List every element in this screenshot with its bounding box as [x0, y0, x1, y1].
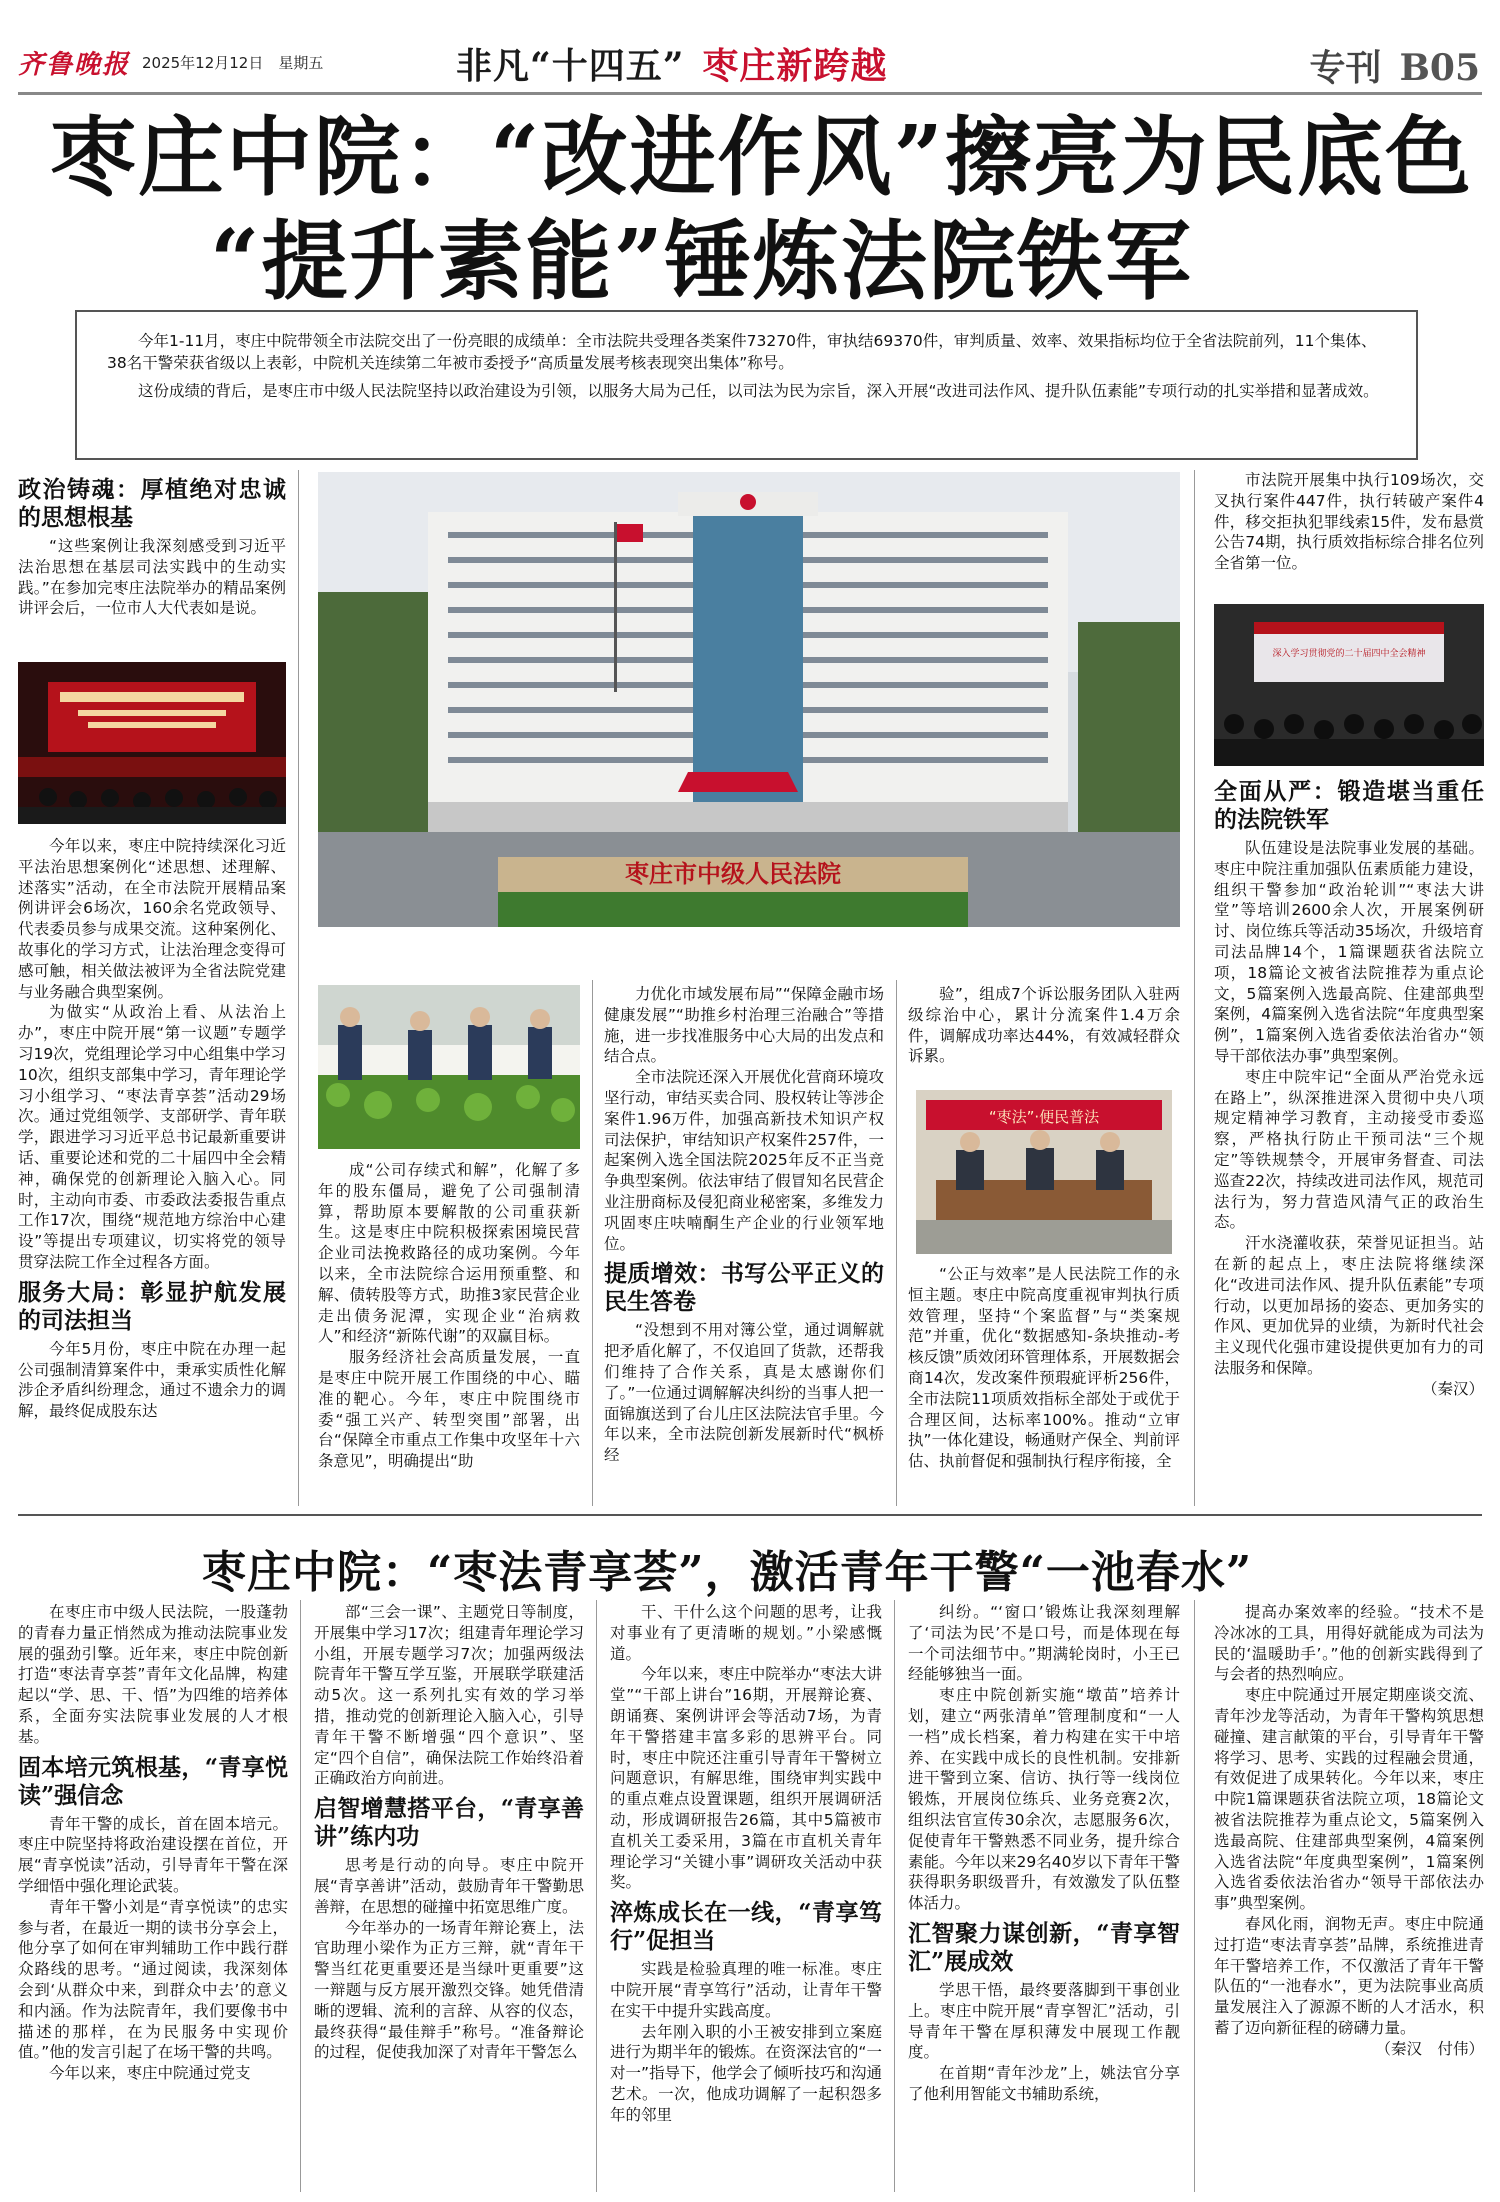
photo-training-session: [1214, 604, 1484, 766]
paragraph: 干、干什么这个问题的思考，让我对事业有了更清晰的规划。”小梁感慨道。: [610, 1603, 882, 1663]
slogan-main: 非凡“十四五”: [456, 45, 685, 87]
page-number: B05: [1399, 47, 1480, 89]
paragraph: 在首期“青年沙龙”上，姚法官分享了他利用智能文书辅助系统，: [908, 2064, 1180, 2103]
lede-paragraph: 这份成绩的背后，是枣庄市中级人民法院坚持以政治建设为引领，以服务大局为己任，以司法为民为宗旨，深入开展“改进司法作风、提升队伍素能”专项行动的扎实举措和显著成效。: [138, 382, 1379, 400]
byline: （秦汉 付伟）: [1375, 2039, 1484, 2058]
paragraph: 队伍建设是法院事业发展的基础。枣庄中院注重加强队伍素质能力建设，组织干警参加“政治轮训”“枣法大讲堂”等培训2600余人次，开展案例研讨、岗位练兵等活动35场次，升级培育司法品牌14个，1篇课题获省法院立项，18篇论文被省法院推荐为重点论文，5篇案例入选最高院、住建部典型案例，4篇案例入选省法院“年度典型案例”，1篇案例入选省委依法治省办“领导干部依法办事”典型案例。: [1214, 839, 1484, 1065]
paragraph: “没想到不用对簿公堂，通过调解就把矛盾化解了，不仅追回了货款，还帮我们维持了合作关系，真是太感谢你们了。”一位通过调解解决纠纷的当事人把一面锦旗送到了台儿庄区法院法官手里。今年以来，全市法院创新发展新时代“枫桥经: [604, 1321, 884, 1465]
paragraph: 思考是行动的向导。枣庄中院开展“青享善讲”活动，鼓励青年干警勤思善辩，在思想的碰撞中拓宽思维广度。: [314, 1856, 584, 1916]
paragraph: 验”，组成7个诉讼服务团队入驻两级综治中心，累计分流案件1.4万余件，调解成功率达44%，有效减轻群众诉累。: [908, 985, 1180, 1066]
paragraph: 部“三会一课”、主题党日等制度，开展集中学习17次；组建青年理论学习小组，开展专题学习7次；加强两级法院青年干警互学互鉴，开展联学联建活动5次。这一系列扎实有效的学习举措，推动党的创新理论入脑入心，引导青年干警不断增强“四个意识”、坚定“四个自信”，确保法院工作始终沿着正确政治方向前进。: [314, 1603, 584, 1788]
article2-col3: [610, 1602, 882, 2192]
gate-sign-text: 枣庄市中级人民法院: [625, 859, 841, 888]
subheading: 启智增慧搭平台，“青享善讲”练内功: [314, 1795, 584, 1851]
date-text: 2025年12月12日: [142, 54, 264, 72]
paragraph: 汗水浇灌收获，荣誉见证担当。站在新的起点上，枣庄法院将继续深化“改进司法作风、提升队伍素能”专项行动，以更加昂扬的姿态、更加务实的作风、更加优异的业绩，为新时代社会主义现代化强市建设提供更加有力的司法服务和保障。: [1214, 1234, 1484, 1377]
subheading: 汇智聚力谋创新，“青享智汇”展成效: [908, 1919, 1180, 1975]
paragraph: “这些案例让我深刻感受到习近平法治思想在基层司法实践中的生动实践。”在参加完枣庄法院举办的精品案例讲评会后，一位市人大代表如是说。: [18, 537, 286, 618]
subheading: 固本培元筑根基，“青享悦读”强信念: [18, 1753, 288, 1809]
article2-col4: [908, 1602, 1180, 2192]
article1-col3-body: [604, 984, 884, 1506]
banner-text: “枣法”·便民普法: [988, 1108, 1100, 1126]
column-separator: [298, 470, 299, 1506]
article2-col1: [18, 1602, 288, 2192]
paragraph: 枣庄中院创新实施“墩苗”培养计划，建立“两张清单”管理制度和“一人一档”成长档案，着力构建在实干中培养、在实践中成长的良性机制。安排新进干警到立案、信访、执行等一线岗位锻炼，开展岗位练兵、业务竞赛2次，组织法官宣传30余次，志愿服务6次，促使青年干警熟悉不同业务，提升综合素能。今年以来29名40岁以下青年干警获得职务职级晋升，有效激发了队伍整体活力。: [908, 1686, 1180, 1913]
weekday-text: 星期五: [278, 54, 324, 72]
paragraph: 春风化雨，润物无声。枣庄中院通过打造“枣法青享荟”品牌，系统推进青年干警培养工作，不仅激活了青年干警队伍的“一池春水”，更为法院事业高质量发展注入了源源不断的人才活水，积蓄了迈向新征程的磅礴力量。: [1214, 1914, 1484, 2037]
paragraph: 青年干警的成长，首在固本培元。枣庄中院坚持将政治建设摆在首位，开展“青享悦读”活动，引导青年干警在深学细悟中强化理论武装。: [18, 1814, 288, 1895]
subheading: 提质增效：书写公平正义的民生答卷: [604, 1260, 884, 1316]
paragraph: 去年刚入职的小王被安排到立案庭进行为期半年的锻炼。在资深法官的“一对一”指导下，他学会了倾听技巧和沟通艺术。一次，他成功调解了一起积怨多年的邻里: [610, 2022, 882, 2124]
column-separator: [1194, 1600, 1195, 2192]
paragraph: 服务经济社会高质量发展，一直是枣庄中院开展工作围绕的中心、瞄准的靶心。今年，枣庄中院围绕市委“强工兴产、转型突围”部署，出台“保障全市重点工作集中攻坚年十六条意见”，明确提出“助: [318, 1348, 580, 1471]
header-rule: [18, 92, 1482, 95]
paragraph: 今年以来，枣庄中院持续深化习近平法治思想案例化“述思想、述理解、述落实”活动，在全市法院开展精品案例讲评会6场次，160余名党政领导、代表委员参与成果交流。这种案例化、故事化的学习方式，让法治理念变得可感可触，相关做法被评为全省法院党建与业务融合典型案例。: [18, 837, 286, 1001]
slogan-red: 枣庄新跨越: [702, 45, 888, 87]
column-separator: [896, 980, 897, 1506]
paragraph: 青年干警小刘是“青享悦读”的忠实参与者，在最近一期的读书分享会上，他分享了如何在审判辅助工作中践行群众路线的思考。“通过阅读，我深刻体会到‘从群众中来，到群众中去’的意义和内涵。作为法院青年，我们要像书中描述的那样，在为民服务中实现价值。”他的发言引起了在场干警的共鸣。: [18, 1897, 288, 2062]
paragraph: “公正与效率”是人民法院工作的永恒主题。枣庄中院高度重视审判执行质效管理，坚持“个案监督”与“类案规范”并重，优化“数据感知-条块推动-考核反馈”质效闭环管理体系，开展数据会商14次，发改案件预瑕疵评析256件，全市法院11项质效指标全部处于或优于合理区间，达标率100%。推动“立审执”一体化建设，畅通财产保全、判前评估、执前督促和强制执行程序衔接，全: [908, 1265, 1180, 1471]
subheading: 政治铸魂：厚植绝对忠诚的思想根基: [18, 476, 286, 531]
screen-text: 深入学习贯彻党的二十届四中全会精神: [1272, 649, 1426, 659]
section-name: 专刊: [1309, 47, 1382, 89]
column-separator: [1194, 470, 1195, 1506]
issue-date: [142, 52, 323, 73]
photo-agriculture-visit: [318, 985, 580, 1149]
article1-col2-body: [318, 1160, 580, 1506]
paragraph: 今年以来，枣庄中院通过党支: [49, 2064, 251, 2083]
column-separator: [300, 1600, 301, 2192]
column-separator: [596, 1600, 597, 2192]
photo-court-building: [318, 472, 1180, 927]
photo-case-review-meeting: [18, 662, 286, 824]
article1-headline-line1: 枣庄中院：“改进作风”擦亮为民底色: [50, 107, 1473, 208]
paragraph: 枣庄中院牢记“全面从严治党永远在路上”，纵深推进深入贯彻中央八项规定精神学习教育，主动接受市委巡察，严格执行防止干预司法“三个规定”等铁规禁令，开展审务督查、司法巡查22次，持续改进司法作风，规范司法行为，努力营造风清气正的政治生态。: [1214, 1067, 1484, 1232]
paragraph: 今年5月份，枣庄中院在办理一起公司强制清算案件中，秉承实质性化解涉企矛盾纠纷理念，通过不遗余力的调解，最终促成股东达: [18, 1339, 286, 1421]
paragraph: 提高办案效率的经验。“技术不是冷冰冰的工具，用得好就能成为司法为民的‘温暖助手’。”他的创新实践得到了与会者的热烈响应。: [1214, 1603, 1484, 1684]
article2-col2: [314, 1602, 584, 2192]
column-separator: [592, 980, 593, 1506]
paragraph: 力优化市域发展布局”“保障金融市场健康发展”“助推乡村治理三治融合”等措施，进一步找准服务中心大局的出发点和结合点。: [604, 985, 884, 1066]
subheading: 服务大局：彰显护航发展的司法担当: [18, 1278, 286, 1334]
byline: （秦汉）: [1421, 1379, 1484, 1398]
paragraph: 全市法院还深入开展优化营商环境攻坚行动，审结买卖合同、股权转让等涉企案件1.96万件，加强高新技术知识产权司法保护，审结知识产权案件257件，一起案例入选全国法院2025年反不正当竞争典型案例。依法审结了假冒知名民营企业注册商标及侵犯商业秘密案，多维发力巩固枣庄呋喃酮生产企业的行业领军地位。: [604, 1068, 884, 1253]
paragraph: 市法院开展集中执行109场次，交叉执行案件447件，执行转破产案件4件，移交拒执犯罪线索15件，发布悬赏公告74期，执行质效指标综合排名位列全省第一位。: [1214, 471, 1484, 573]
article2-col5: [1214, 1602, 1484, 2192]
article1-col1-top: [18, 470, 286, 630]
paragraph: 在枣庄市中级人民法院，一股蓬勃的青春力量正悄然成为推动法院事业发展的强劲引擎。近年来，枣庄中院创新打造“枣法青享荟”青年文化品牌，构建起以“学、思、干、悟”为四维的培养体系，全面夯实法院事业发展的人才根基。: [18, 1603, 288, 1746]
article1-col4-body: [908, 1264, 1180, 1506]
subheading: 全面从严：锻造堪当重任的法院铁军: [1214, 778, 1484, 833]
paragraph: 纠纷。“‘窗口’锻炼让我深刻理解了‘司法为民’不是口号，而是体现在每一个司法细节中。”期满轮岗时，小王已经能够独当一面。: [908, 1603, 1180, 1684]
paragraph: 学思干悟，最终要落脚到干事创业上。枣庄中院开展“青享智汇”活动，引导青年干警在厚积薄发中展现工作靓度。: [908, 1980, 1180, 2062]
article1-col5-top: [1214, 470, 1484, 600]
paragraph: 为做实“从政治上看、从法治上办”，枣庄中院开展“第一议题”专题学习19次，党组理论学习中心组集中学习10次，组织支部集中学习，青年理论学习小组学习、“枣法青享荟”活动29场次。通过党组领学、支部研学、青年联学，跟进学习习近平总书记最新重要讲话、重要论述和党的二十届四中全会精神，确保党的创新理论入脑入心。同时，主动向市委、市委政法委报告重点工作17次，围绕“规范地方综治中心建设”等提出专项建议，切实将党的领导贯穿法院工作全过程各方面。: [18, 1003, 286, 1271]
header-slogan: [456, 38, 887, 89]
article-divider: [18, 1514, 1482, 1516]
subheading: 淬炼成长在一线，“青享笃行”促担当: [610, 1899, 882, 1955]
paragraph: 成“公司存续式和解”，化解了多年的股东僵局，避免了公司强制清算，帮助原本要解散的公司重获新生。这是枣庄中院积极探索困境民营企业司法挽救路径的成功案例。今年以来，全市法院综合运用预重整、和解、债转股等方式，助推3家民营企业走出债务泥潭，实现企业“治病救人”和经济“新陈代谢”的双赢目标。: [318, 1161, 580, 1346]
paragraph: 今年以来，枣庄中院举办“枣法大讲堂”“干部上讲台”16期，开展辩论赛、朗诵赛、案例讲评会等活动7场，为青年干警搭建丰富多彩的思辨平台。同时，枣庄中院还注重引导青年干警树立问题意识，有解思维，围绕审判实践中的重点难点设置课题，组织开展调研活动，形成调研报告26篇，其中5篇被市直机关工委采用，3篇在市直机关青年理论学习“关键小事”调研攻关活动中获奖。: [610, 1665, 882, 1892]
lede-paragraph: 今年1-11月，枣庄中院带领全市法院交出了一份亮眼的成绩单：全市法院共受理各类案件73270件，审执结69370件，审判质量、效率、效果指标均位于全省法院前列，11个集体、38名干警荣获省级以上表彰，中院机关连续第二年被市委授予“高质量发展考核表现突出集体”称号。: [107, 332, 1377, 372]
article1-lede-box: [75, 310, 1418, 460]
article2-headline: 枣庄中院：“枣法青享荟”，激活青年干警“一池春水”: [202, 1547, 1253, 1598]
article1-headline-line2: “提升素能”锤炼法院铁军: [210, 211, 1193, 312]
masthead-logo: 齐鲁晚报: [18, 50, 131, 80]
paragraph: 枣庄中院通过开展定期座谈交流、青年沙龙等活动，为青年干警构筑思想碰撞、建言献策的平台，引导青年干警将学习、思考、实践的过程融会贯通，有效促进了成果转化。今年以来，枣庄中院1篇课题获省法院立项，18篇论文被省法院推荐为重点论文，5篇案例入选最高院、住建部典型案例，4篇案例入选省法院“年度典型案例”，1篇案例入选省委依法治省办“领导干部依法办事”典型案例。: [1214, 1686, 1484, 1913]
article1-col5-body: [1214, 772, 1484, 1506]
article1-col1-body: [18, 836, 286, 1506]
paragraph: 实践是检验真理的唯一标准。枣庄中院开展“青享笃行”活动，让青年干警在实干中提升实践高度。: [610, 1960, 882, 2020]
paragraph: 今年举办的一场青年辩论赛上，法官助理小梁作为正方三辩，就“青年干警当红花更重要还是当绿叶更重要”这一辩题与反方展开激烈交锋。她凭借清晰的逻辑、流利的言辞、从容的仪态，最终获得“最佳辩手”称号。“准备辩论的过程，促使我加深了对青年干警怎么: [314, 1918, 584, 2062]
page-label: [1309, 40, 1480, 91]
article1-col4-top: [908, 984, 1180, 1094]
photo-mediation-desk: [916, 1090, 1172, 1254]
column-separator: [894, 1600, 895, 2192]
